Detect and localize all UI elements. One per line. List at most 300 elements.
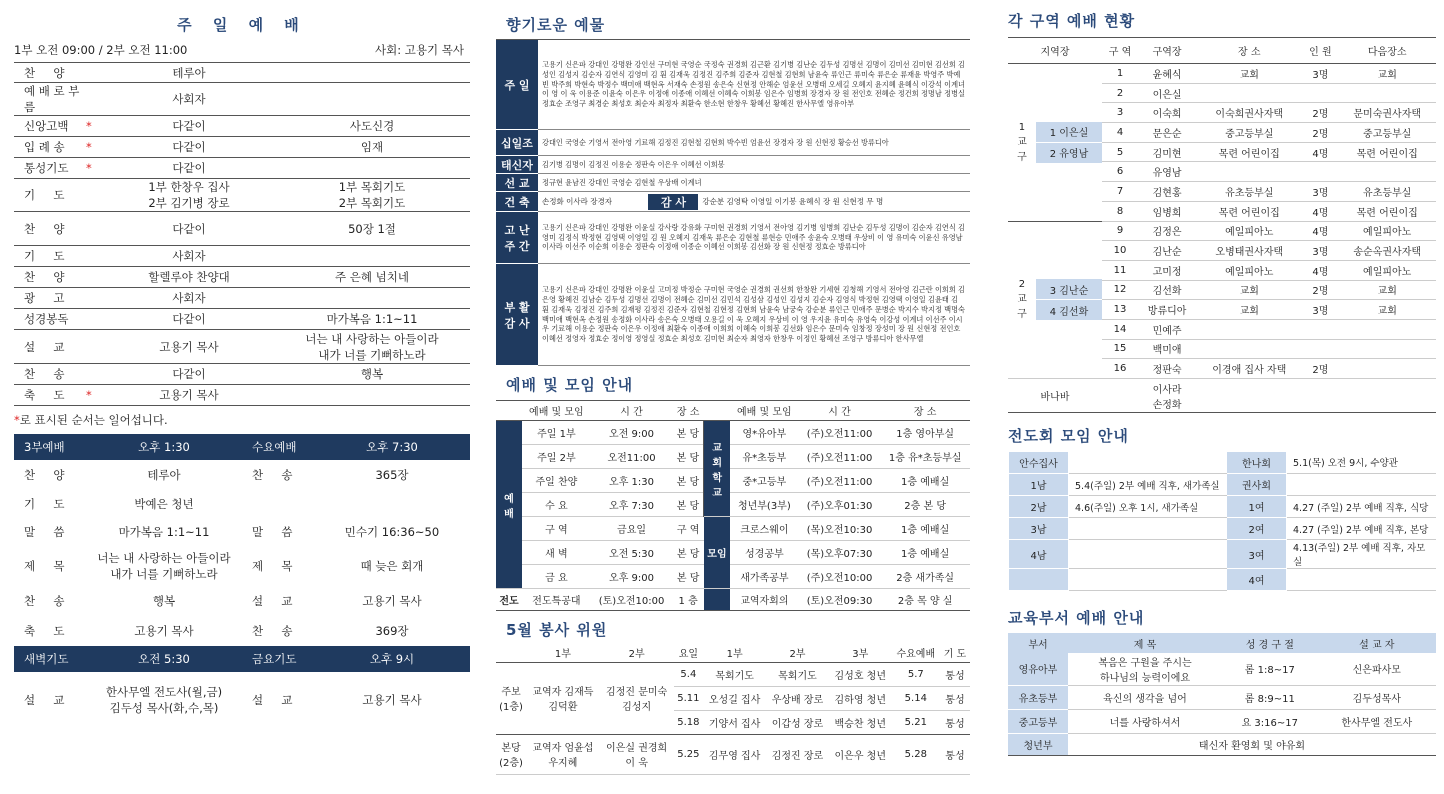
district-cell: 목련 어린이집: [1356, 148, 1418, 160]
services-cell: [242, 490, 314, 518]
district-header-cell: 다음장소: [1367, 47, 1407, 58]
district-cell: 4명: [1312, 266, 1329, 278]
offering-names: 고용기 신은파 강대인 강명완 이윤실 고미정 박정순 구미현 국영순 권경희 권선희 한창완 기세현 김청해 기영서 전아영 김근란 이희희 김은영 황혜진 김남순 김두성 김명선 김명이 전혜순 김미선 김민석 김성삼 김성인 김성지 김순자 김영식 박정현 김영택 이영일 김윤태 김 훤 김재욱 김정진 김주희 김재평 김정진 김준자 김현철 김현정 김현희 남윤숙 남궁숙 강순분 류인근 민애주 문병순 박지수 박지정 백명숙 백미애 백현옥 손정원 송정화 이사라 송은숙 오병태 오용길 이 욱 오혜지 우상비 이 영 우지윤 유미숙 유영숙 이강성 이계녀 이선주 이시우 기료해 이용순 정판숙 이은우 이정애 최환숙 이종애 이희희 이혜숙 이희봉 김선화 임은수 문미숙 임창정 장성미 장 원 신현정 전인호 이혜선 정영자 정효순 정이영 정영실 정효순 최성호 김미현 최순자 최영자 한창우 이정인 황혜선 조영구 방류디아 한사무엘: [542, 285, 966, 344]
guide-cell: 1 층: [678, 596, 698, 607]
district-cell: 윤혜식: [1152, 69, 1182, 81]
district-cell: 교회: [1239, 306, 1259, 318]
services-cell: 찬 양: [24, 468, 65, 482]
district-cell: 유초등부실: [1363, 187, 1412, 199]
offering-row: [496, 212, 970, 264]
services-header-cell: 오후 7:30: [366, 440, 418, 454]
offering-row: [496, 264, 970, 366]
district-cell: 14: [1113, 323, 1127, 335]
guide-cell: (토)오전09:30: [806, 596, 873, 607]
duty-cell: 김무영 집사: [708, 750, 761, 762]
worship-item-label: 통성기도: [24, 161, 69, 175]
services-cell: 설 교: [252, 594, 293, 608]
mission-cell: 5.1(목) 오전 9시, 수양관: [1287, 452, 1437, 474]
guide-header-cell: 예배 및 모임: [529, 407, 584, 418]
worship-item-content: [274, 83, 470, 116]
offering-names: 강대인 국영순 기영서 전아영 기료해 김정진 김현철 김현희 박수빈 엄윤선 장경자 장 원 신현정 황승선 방류디아: [542, 137, 889, 147]
worship-item-content: 사도신경: [349, 119, 395, 133]
worship-item-person: 1부 한창우 집사 2부 김기병 장로: [148, 180, 230, 210]
duty-title: 5월 봉사 위원: [506, 621, 608, 639]
mission-cell: 3여: [1227, 540, 1287, 569]
services-cell: 축 도: [24, 624, 65, 638]
offering-row: [496, 174, 970, 192]
worship-item-content: 마가복음 1:1~11: [326, 312, 418, 326]
guide-header: [496, 401, 970, 421]
guide-cell: 2층 본 당: [904, 501, 946, 512]
worship-item-person: 고용기 목사: [159, 339, 219, 354]
district-cell: 예일피아노: [1225, 227, 1274, 239]
duty-cell: 우상배 장로: [771, 694, 824, 706]
district-cell: [1196, 162, 1302, 182]
district-cell: 이숙희권사자택: [1215, 109, 1284, 121]
duty-cell: 이갑성 장로: [771, 718, 824, 730]
edu-cell: 영유아부: [1008, 653, 1068, 685]
district-cell: 4명: [1312, 227, 1329, 239]
worship-item-content: [274, 385, 470, 406]
worship-item-label: 찬 양: [24, 221, 65, 236]
worship-item-content: 행복: [360, 367, 384, 381]
worship-item-cell: [14, 83, 104, 116]
guide-cell: 주일 찬양: [535, 477, 578, 488]
services-header-cell: 금요기도: [252, 652, 297, 666]
district-cell: 예일피아노: [1225, 266, 1274, 278]
edu-cell: 신은파사모: [1352, 665, 1401, 677]
district-cell: 7: [1116, 185, 1124, 197]
services-cell: 행복: [152, 594, 176, 608]
offering-title: 향기로운 예물: [506, 16, 606, 34]
guide-cell: 교역자회의: [740, 596, 789, 607]
guide-cell: 수 요: [545, 501, 568, 512]
duty-header-cell: 1부: [554, 649, 571, 661]
worship-item-cell: [14, 288, 104, 309]
worship-title: 주 일 예 배: [177, 16, 307, 34]
district-cell: 2명: [1312, 109, 1329, 121]
services-cell: 고용기 목사: [134, 624, 194, 638]
duty-table: [496, 644, 970, 775]
offering-row: [496, 156, 970, 174]
duty-group-2: 김정진 문미숙 김성지: [600, 662, 674, 734]
district-cell: 김정은: [1152, 227, 1182, 239]
mission-cell: [1069, 452, 1227, 474]
edu-header-cell: 성 경 구 절: [1245, 639, 1294, 651]
worship-row: [14, 179, 470, 212]
duty-header-cell: [496, 644, 526, 662]
worship-item-cell: [14, 179, 104, 212]
worship-item-content: 1부 목회기도 2부 목회기도: [338, 180, 406, 210]
duty-row: [496, 662, 970, 686]
duty-cell: 5.21: [904, 716, 927, 728]
guide-cell: 본 당: [676, 573, 700, 584]
mission-row: [1009, 540, 1437, 569]
worship-row: [14, 309, 470, 330]
services-row: [14, 518, 470, 546]
standing-note: [14, 412, 470, 428]
guide-cell: 새 벽: [545, 549, 568, 560]
services-row: [14, 616, 470, 646]
district-header-cell: 구역장: [1152, 47, 1182, 58]
worship-item-label: 설 교: [24, 339, 65, 354]
edu-header-cell: 부서: [1028, 639, 1048, 651]
services-header-cell: 새벽기도: [24, 652, 69, 666]
district-cell: [1196, 339, 1302, 359]
guide-cell: 오전11:00: [607, 453, 656, 464]
duty-cell: 5.4: [680, 668, 697, 680]
guide-cell: 중*고등부: [742, 477, 787, 488]
standing-note-text: 로 표시된 순서는 일어섭니다.: [19, 413, 168, 427]
guide-row: [496, 493, 970, 517]
services-cell: 찬 송: [252, 624, 293, 638]
guide-title: 예배 및 모임 안내: [506, 376, 634, 394]
guide-cell: 본 당: [676, 429, 700, 440]
district-cell: 이은실: [1152, 89, 1182, 101]
worship-time-line: [14, 42, 470, 58]
services-cell: 말 씀: [252, 525, 293, 539]
services-cell: 고용기 목사: [362, 594, 422, 608]
edu-cell: 중고등부: [1008, 709, 1068, 733]
worship-item-label: 기 도: [24, 188, 65, 202]
guide-cell: 2층 새가족실: [896, 573, 955, 584]
district-row: [1008, 379, 1436, 413]
district-cell: 2명: [1312, 365, 1329, 377]
district-cell: 15: [1113, 343, 1127, 355]
mission-row: [1009, 518, 1437, 540]
worship-item-person: 다같이: [172, 119, 206, 133]
worship-item-label: 찬 양: [24, 270, 65, 284]
edu-row: [1008, 733, 1436, 755]
guide-cell: (목)오전10:30: [806, 525, 873, 536]
duty-cell: 김정진 장로: [771, 750, 824, 762]
worship-item-content: 주 은혜 넘치네: [335, 270, 409, 284]
worship-item-cell: [14, 267, 104, 288]
services-cell: 찬 송: [252, 468, 293, 482]
services-header: [14, 434, 470, 460]
district-cell: 고미정: [1152, 266, 1182, 278]
guide-header-cell: 장 소: [676, 407, 700, 418]
mission-cell: 4.13(주일) 2부 예배 직후, 자모실: [1287, 540, 1437, 569]
district-cell: 이숙희: [1152, 109, 1182, 121]
mission-cell: 2남: [1009, 496, 1069, 518]
district-cell: 유초등부실: [1225, 187, 1274, 199]
district-cell: 교회: [1377, 69, 1397, 81]
guide-cell: 본 당: [676, 477, 700, 488]
services-row: [14, 460, 470, 490]
district-cell: 6: [1116, 166, 1124, 178]
duty-cell: 통성: [945, 750, 965, 762]
district-cell: 임병희: [1152, 207, 1182, 219]
duty-cell: 김하영 청년: [834, 694, 886, 706]
worship-item-content: [274, 246, 470, 267]
duty-group: 본당 (2층): [499, 743, 523, 769]
worship-item-content: 50장 1절: [348, 221, 396, 236]
guide-row: [496, 541, 970, 565]
services-cell: [314, 490, 470, 518]
district-cell: 정판숙: [1152, 365, 1182, 377]
district-cell: 목련 어린이집: [1218, 148, 1280, 160]
worship-item-person: 할렐루야 찬양대: [148, 270, 230, 284]
guide-cell: 주일 2부: [537, 453, 576, 464]
edu-cell: 육신의 생각을 넘어: [1103, 693, 1187, 705]
duty-header-cell: 수요예배: [896, 649, 936, 661]
guide-cell: 전도특공대: [532, 596, 581, 607]
duty-cell: 통성: [945, 694, 965, 706]
district-cell: 목련 어린이집: [1218, 207, 1280, 219]
services-cell: 때 늦은 회개: [360, 559, 424, 573]
duty-group-2: 이은실 권경희 이 욱: [606, 743, 668, 769]
district-leader: 1 이은실: [1036, 122, 1102, 143]
worship-item-label: 찬 송: [24, 367, 65, 381]
guide-cell: 오후 9:00: [609, 573, 655, 584]
worship-item-cell: [14, 116, 104, 137]
edu-row: [1008, 709, 1436, 733]
district-cell: [1338, 359, 1436, 379]
district-leader: 4 김선화: [1036, 300, 1102, 320]
worship-row: [14, 158, 470, 179]
guide-cell: 1층 예배실: [901, 525, 950, 536]
district-region: 2 교 구: [1017, 279, 1027, 321]
worship-item-label: 신앙고백: [24, 119, 69, 133]
district-header: [1008, 38, 1436, 64]
guide-cell: 1층 영아부실: [896, 429, 955, 440]
duty-cell: 5.11: [677, 692, 700, 704]
guide-cell: (주)오전11:00: [806, 453, 873, 464]
guide-cell: (주)오후01:30: [806, 501, 873, 512]
guide-header-cell: 시 간: [828, 407, 851, 418]
duty-header-cell: 2부: [789, 649, 806, 661]
guide-cell: 전도: [499, 596, 519, 607]
worship-item-cell: [14, 330, 104, 364]
edu-cell: 롬 1:8~17: [1244, 665, 1295, 677]
services-cell: 제 목: [24, 559, 65, 573]
guide-group: 예 배: [496, 421, 522, 589]
services-cell: 한사무엘 전도사(월,금) 김두성 목사(화,수,목): [105, 685, 223, 715]
district-header-cell: 구 역: [1108, 47, 1132, 58]
worship-item-cell: [14, 246, 104, 267]
guide-cell: 본 당: [676, 501, 700, 512]
services-row: [14, 546, 470, 586]
worship-row: [14, 364, 470, 385]
district-barnabas-label: 바나바: [1040, 392, 1070, 403]
district-cell: [1196, 83, 1302, 103]
district-cell: 방류디아: [1147, 306, 1187, 318]
district-cell: 교회: [1239, 69, 1259, 81]
edu-cell: 김두성목사: [1352, 693, 1401, 705]
district-region: 1 교 구: [1017, 121, 1027, 163]
district-cell: 4명: [1312, 207, 1329, 219]
guide-cell: (주)오전11:00: [806, 477, 873, 488]
mission-cell: 권사회: [1227, 474, 1287, 496]
services-header-2: [14, 646, 470, 672]
guide-cell: 1층 예배실: [901, 477, 950, 488]
worship-row: [14, 288, 470, 309]
guide-row: [496, 517, 970, 541]
mission-row: [1009, 452, 1437, 474]
guide-cell: 오전 5:30: [609, 549, 655, 560]
district-cell: [1338, 339, 1436, 359]
services-cell: 제 목: [252, 559, 293, 573]
other-services-table: [14, 434, 470, 728]
district-cell: 송순옥권사자택: [1353, 247, 1422, 259]
district-cell: [1196, 319, 1302, 339]
worship-item-person: 다같이: [172, 161, 206, 175]
mission-row: [1009, 569, 1437, 591]
services-row: [14, 672, 470, 728]
district-cell: 16: [1113, 363, 1127, 375]
offering-names: 강순분 김영탁 이영일 이기봉 윤혜식 장 원 신현정 무 명: [702, 197, 884, 206]
services-cell: 박예은 청년: [134, 497, 194, 511]
services-cell: 설 교: [24, 693, 65, 707]
mission-cell: 안수집사: [1009, 452, 1069, 474]
district-cell: [1302, 319, 1338, 339]
edu-cell: 요 3:16~17: [1241, 717, 1298, 729]
duty-group-1: 교역자 김재득 김덕환: [526, 662, 600, 734]
guide-header-cell: 예배 및 모임: [737, 407, 792, 418]
offering-label: 부 활 감 사: [496, 264, 538, 366]
stand-star: *: [86, 388, 92, 402]
mission-cell: 4.27 (주일) 2부 예배 직후, 식당: [1287, 496, 1437, 518]
edu-cell: 복음은 구원을 주시는 하나님의 능력이에요: [1098, 657, 1192, 684]
duty-cell: 5.7: [907, 668, 924, 680]
worship-item-content: [274, 63, 470, 83]
guide-row: [496, 421, 970, 445]
edu-cell: 태신자 환영회 및 야유회: [1198, 740, 1306, 752]
guide-cell: (주)오전10:00: [806, 573, 873, 584]
services-cell: 민수기 16:36~50: [344, 525, 440, 539]
guide-cell: 본 당: [676, 453, 700, 464]
worship-row: [14, 212, 470, 246]
guide-cell: 영*유아부: [742, 429, 787, 440]
district-cell: 이경애 집사 자택: [1212, 365, 1287, 377]
worship-item-person: 다같이: [172, 312, 206, 326]
mission-cell: 4여: [1227, 569, 1287, 591]
district-cell: 중고등부실: [1225, 128, 1274, 140]
district-cell: 교회: [1377, 306, 1397, 318]
worship-item-content: 너는 내 사랑하는 아들이라 내가 너를 기뻐하노라: [305, 331, 439, 362]
worship-item-label: 축 도: [24, 388, 65, 402]
district-cell: 김미현: [1152, 148, 1182, 160]
worship-item-person: 사회자: [172, 92, 206, 106]
worship-item-person: 다같이: [172, 221, 206, 236]
stand-star: *: [86, 140, 92, 154]
district-cell: 3명: [1312, 306, 1329, 318]
district-table: [1008, 37, 1436, 413]
guide-cell: 크로스웨이: [740, 525, 789, 536]
mission-cell: 4.6(주일) 오후 1시, 새가족실: [1069, 496, 1227, 518]
worship-item-person: 고용기 목사: [159, 388, 219, 402]
district-cell: 10: [1113, 245, 1127, 257]
district-leader: 2 유영남: [1036, 143, 1102, 163]
district-cell: 예일피아노: [1363, 227, 1412, 239]
worship-item-label: 광 고: [24, 291, 65, 305]
mission-cell: [1287, 474, 1437, 496]
worship-item-person: 다같이: [172, 140, 206, 154]
guide-cell: 본 당: [676, 549, 700, 560]
district-cell: 4: [1116, 126, 1124, 138]
district-cell: 김선화: [1152, 286, 1182, 298]
edu-header-cell: 설 교 자: [1359, 639, 1395, 651]
duty-cell: 목회기도: [715, 670, 754, 682]
services-cell: 고용기 목사: [362, 693, 422, 707]
district-barnabas-names: 이사라 손정화: [1152, 384, 1182, 411]
stand-star: *: [86, 161, 92, 175]
services-cell: 마가복음 1:1~11: [118, 525, 210, 539]
mission-cell: 3남: [1009, 518, 1069, 540]
mission-cell: 1여: [1227, 496, 1287, 518]
district-leader: 3 김난순: [1036, 279, 1102, 300]
mission-cell: [1009, 569, 1069, 591]
duty-header: [496, 644, 970, 662]
district-cell: 5: [1116, 146, 1124, 158]
duty-cell: 이은우 청년: [834, 750, 886, 762]
guide-cell: 새가족공부: [740, 573, 789, 584]
district-cell: 문은순: [1152, 128, 1182, 140]
guide-cell: (토)오전10:00: [598, 596, 665, 607]
edu-cell: 한사무엘 전도사: [1341, 717, 1413, 729]
duty-group: 주보 (1층): [496, 662, 526, 734]
mission-cell: [1069, 540, 1227, 569]
district-cell: 교회: [1239, 286, 1259, 298]
edu-table: [1008, 633, 1436, 756]
duty-cell: 통성: [945, 718, 965, 730]
district-header-cell: 지역장: [1040, 47, 1070, 58]
guide-cell: 구 역: [545, 525, 568, 536]
worship-row: [14, 83, 470, 116]
duty-header-cell: 3부: [852, 649, 869, 661]
district-cell: 백미애: [1152, 345, 1182, 357]
services-cell: 369장: [375, 624, 409, 638]
mission-cell: 한나회: [1227, 452, 1287, 474]
guide-cell: 1층 유*초등부실: [888, 453, 962, 464]
district-cell: 예일피아노: [1363, 266, 1412, 278]
mission-cell: [1069, 569, 1227, 591]
district-cell: 김현홍: [1152, 187, 1182, 199]
duty-cell: 5.14: [904, 692, 927, 704]
worship-item-person: 사회자: [172, 249, 206, 263]
offering-row: [496, 130, 970, 156]
guide-cell: 오전 9:00: [609, 429, 655, 440]
district-cell: 중고등부실: [1363, 128, 1412, 140]
worship-column: [14, 0, 470, 728]
district-cell: 3명: [1312, 187, 1329, 199]
district-row: [1008, 221, 1436, 241]
mission-cell: [1069, 518, 1227, 540]
guide-cell: 유*초등부: [742, 453, 787, 464]
district-cell: [1338, 83, 1436, 103]
guide-cell: 금 요: [545, 573, 568, 584]
duty-row: [496, 734, 970, 774]
edu-cell: 너를 사랑하셔서: [1109, 717, 1181, 729]
services-row: [14, 490, 470, 518]
mission-table: [1008, 451, 1436, 591]
offering-names: 김기병 김명이 김정진 이용순 정판숙 이은우 이혜선 이희봉: [542, 159, 725, 169]
edu-header: [1008, 633, 1436, 653]
district-cell: 교회: [1377, 286, 1397, 298]
mission-row: [1009, 496, 1437, 518]
worship-host: 사회: 고용기 목사: [375, 43, 464, 57]
worship-item-cell: [14, 309, 104, 330]
mission-title: 전도회 모임 안내: [1008, 427, 1129, 445]
worship-item-label: 기 도: [24, 249, 65, 263]
worship-order-table: [14, 62, 470, 406]
guide-row: [496, 445, 970, 469]
worship-item-person: 테루아: [172, 65, 206, 80]
mission-cell: 4.27 (주일) 2부 예배 직후, 본당: [1287, 518, 1437, 540]
offering-split: [538, 192, 970, 212]
guide-header-cell: 시 간: [620, 407, 643, 418]
